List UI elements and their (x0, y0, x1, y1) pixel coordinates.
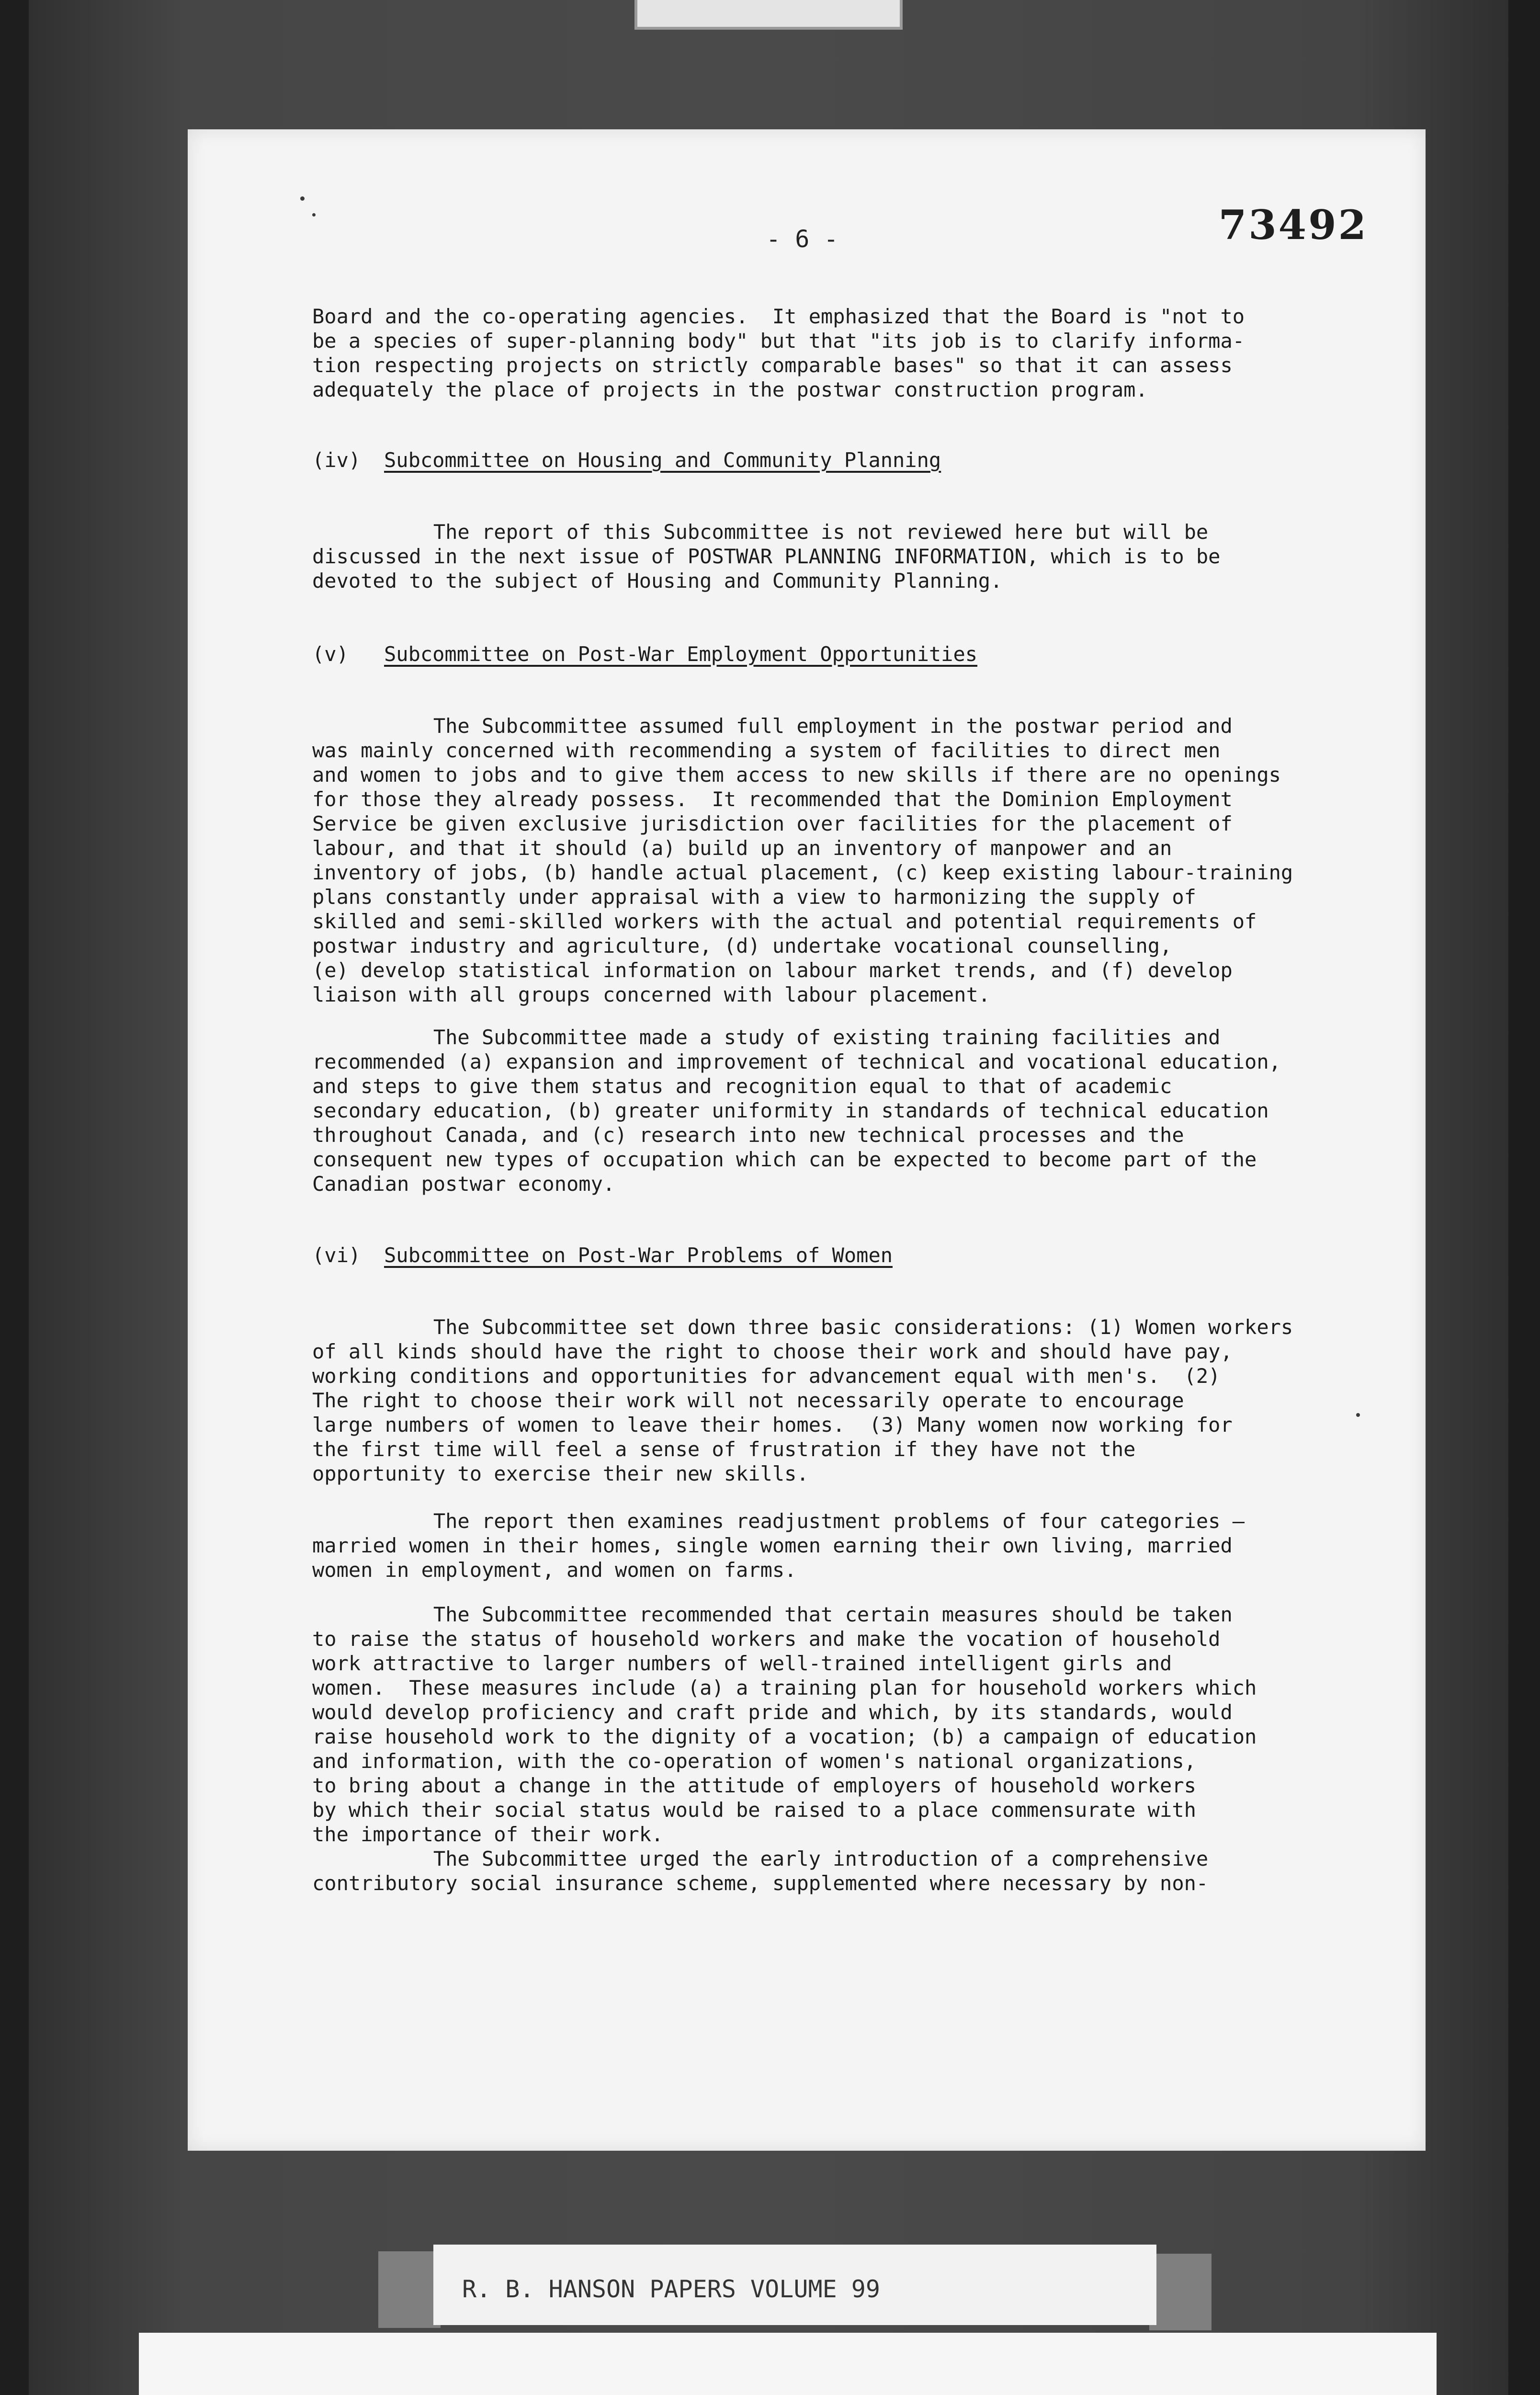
page-number: - 6 - (766, 225, 838, 253)
paragraph-housing-report: The report of this Subcommittee is not reviewed here but will be discussed in the next issue of POSTWAR PLANNING INFORMATION, which is to be devoted to the subject of Housing and Community Planning. (312, 520, 1221, 593)
paragraph-readjustment: The report then examines readjustment problems of four categories — married women in their homes, single women earning their own living, married women in employment, and women on farms. (312, 1509, 1245, 1582)
document-number: 73492 (1218, 201, 1368, 249)
tape-left (378, 2251, 441, 2328)
paragraph-training-facilities: The Subcommittee made a study of existing training facilities and recommended (a) expansion and improvement of technical and vocational education, and steps to give them status and recognition equal to that of academic secondary education, (b) greater uniformity in standards of technical education throughout Canada, and (c) research into new technical processes and the consequent new types of occupation which can be expected to become part of the Canadian postwar economy. (312, 1026, 1281, 1196)
archives-card (139, 2333, 1437, 2395)
top-tab (634, 0, 903, 30)
speck (1356, 1413, 1360, 1417)
heading-employment (312, 642, 977, 666)
paragraph-board: Board and the co-operating agencies. It emphasized that the Board is "not to be a species of super-planning body" but that "its job is to clarify informa- tion respecting projects on strictly comparable bases" so that it can assess adequately the place of projects in the postwar construction program. (312, 305, 1245, 401)
paragraph-basic-considerations: The Subcommittee set down three basic considerations: (1) Women workers of all kinds should have the right to choose their work and should have pay, working conditions and opportunities for advancement equal with men's. (2) The right to choose their work will not necessarily operate to encourage large numbers of women to leave their homes. (3) Many women now working for the first time will feel a sense of frustration if they have not the opportunity to exercise their new skills. (312, 1315, 1293, 1485)
speck (300, 196, 305, 201)
paragraph-social-insurance: The Subcommittee urged the early introduction of a comprehensive contributory social insurance scheme, supplemented where necessary by non- (312, 1847, 1209, 1895)
frame-edge-right (1508, 0, 1540, 2395)
heading-number: (iv) (312, 448, 361, 472)
heading-number: (vi) (312, 1243, 361, 1267)
paragraph-household-workers: The Subcommittee recommended that certain measures should be taken to raise the status of household workers and make the vocation of household work attractive to larger numbers of well-trained intelligent girls and women. These measures include (a) a training plan for household workers which would develop proficiency and craft pride and which, by its standards, would raise household work to the dignity of a vocation; (b) a campaign of education and information, with the co-operation of women's national organizations, to bring about a change in the attitude of employers of household workers by which their social status would be raised to a place commensurate with the importance of their work. (312, 1603, 1257, 1846)
heading-housing (312, 448, 941, 472)
heading-title: Subcommittee on Post-War Problems of Women (384, 1243, 893, 1267)
heading-title: Subcommittee on Post-War Employment Opportunities (384, 642, 978, 666)
heading-title: Subcommittee on Housing and Community Planning (384, 448, 941, 472)
document-page (188, 129, 1426, 2151)
heading-number: (v) (312, 642, 349, 666)
tape-right (1149, 2254, 1212, 2330)
frame-edge-left (0, 0, 29, 2395)
hanson-papers-label: R. B. HANSON PAPERS VOLUME 99 (433, 2245, 1156, 2325)
speck (312, 213, 316, 217)
heading-women (312, 1243, 893, 1267)
paragraph-employment-full: The Subcommittee assumed full employment in the postwar period and was mainly concerned with recommending a system of facilities to direct men and women to jobs and to give them access to new skills if there are no openings for those they already possess. It recommended that the Dominion Employment Service be given exclusive jurisdiction over facilities for the placement of labour, and that it should (a) build up an inventory of manpower and an inventory of jobs, (b) handle actual placement, (c) keep existing labour-training plans constantly under appraisal with a view to harmonizing the supply of skilled and semi-skilled workers with the actual and potential requirements of postwar industry and agriculture, (d) undertake vocational counselling, (e) develop statistical information on labour market trends, and (f) develop liaison with all groups concerned with labour placement. (312, 714, 1293, 1006)
